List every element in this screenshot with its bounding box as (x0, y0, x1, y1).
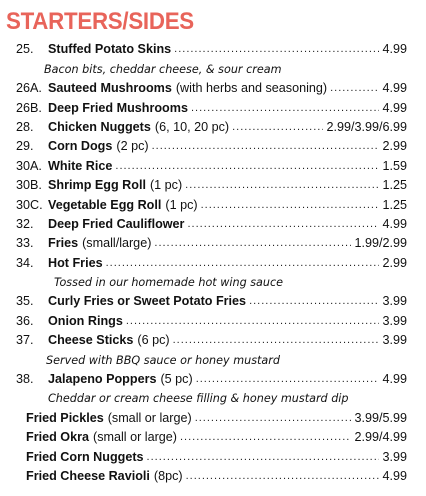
item-detail: (small or large) (107, 410, 192, 425)
menu-item (0, 193, 426, 212)
menu-item (0, 38, 426, 57)
menu-item (0, 309, 426, 328)
item-name: Fries (48, 236, 79, 251)
dot-leader (195, 411, 352, 426)
dot-leader (196, 372, 380, 387)
item-name: Deep Fried Cauliflower (48, 216, 185, 231)
item-detail: (2 pc) (116, 139, 149, 154)
item-price: 4.99 (382, 42, 407, 57)
item-name: Sauteed Mushrooms (48, 81, 172, 96)
dot-leader (201, 198, 380, 213)
item-detail: (6 pc) (137, 333, 170, 348)
item-price: 4.99 (382, 468, 407, 483)
item-name: White Rice (48, 158, 113, 173)
dot-leader (180, 430, 351, 445)
item-price: 1.25 (382, 197, 407, 212)
menu-item (0, 232, 426, 251)
dot-leader (186, 469, 380, 484)
item-number: 36. (16, 313, 34, 328)
item-number: 30A. (16, 158, 42, 173)
item-description: Bacon bits, cheddar cheese, & sour cream (44, 62, 282, 76)
item-name: Vegetable Egg Roll (48, 197, 162, 212)
item-detail: (with herbs and seasoning) (175, 81, 328, 96)
item-price: 1.59 (382, 158, 407, 173)
item-number: 37. (16, 333, 34, 348)
item-detail: (8pc) (153, 468, 183, 483)
item-price: 2.99/3.99/6.99 (326, 119, 407, 134)
section-title: STARTERS/SIDES (6, 8, 194, 35)
menu-item (0, 368, 426, 387)
menu-item (0, 290, 426, 309)
item-detail: (small or large) (93, 430, 177, 445)
dot-leader (185, 178, 379, 193)
item-name: Corn Dogs (48, 139, 113, 154)
menu-item (0, 154, 426, 173)
menu-item (0, 116, 426, 135)
item-description: Cheddar or cream cheese filling & honey mustard dip (48, 392, 349, 406)
item-name: Fried Okra (26, 430, 89, 445)
menu-item (0, 465, 426, 484)
dot-leader (232, 120, 323, 135)
item-name: Deep Fried Mushrooms (48, 100, 188, 115)
dot-leader (174, 42, 379, 57)
dot-leader (154, 236, 351, 251)
item-price: 3.99 (382, 313, 407, 328)
item-number: 30C. (16, 197, 43, 212)
item-number: 32. (16, 216, 34, 231)
item-number: 28. (16, 119, 34, 134)
item-number: 30B. (16, 178, 42, 193)
dot-leader (249, 294, 379, 309)
item-detail: (small/large) (82, 236, 152, 251)
item-name: Onion Rings (48, 313, 123, 328)
item-detail: (1 pc) (165, 197, 198, 212)
item-detail: (1 pc) (149, 178, 183, 193)
dot-leader (147, 450, 380, 465)
menu-item (0, 406, 426, 425)
dot-leader (330, 81, 379, 96)
dot-leader (187, 217, 379, 232)
item-price: 4.99 (382, 100, 407, 115)
item-number: 26A. (16, 81, 42, 96)
item-price: 3.99 (382, 333, 407, 348)
item-number: 34. (16, 255, 34, 270)
item-price: 4.99 (382, 81, 407, 96)
menu-item (0, 135, 426, 154)
item-name: Cheese Sticks (48, 333, 134, 348)
menu-item (0, 174, 426, 193)
item-price: 4.99 (382, 216, 407, 231)
item-name: Fried Corn Nuggets (26, 449, 144, 464)
item-name: Hot Fries (48, 255, 103, 270)
item-price: 3.99 (382, 449, 407, 464)
menu-item (0, 251, 426, 270)
item-number: 35. (16, 294, 34, 309)
item-description: Tossed in our homemade hot wing sauce (54, 276, 284, 290)
item-name: Fried Pickles (26, 410, 104, 425)
dot-leader (106, 256, 380, 271)
item-price: 2.99 (382, 139, 407, 154)
dot-leader (173, 333, 380, 348)
item-name: Stuffed Potato Skins (48, 42, 172, 57)
item-name: Jalapeno Poppers (48, 372, 157, 387)
menu-item (0, 213, 426, 232)
item-price: 3.99/5.99 (354, 410, 407, 425)
dot-leader (191, 101, 380, 116)
item-price: 1.25 (382, 178, 407, 193)
item-number: 29. (16, 139, 34, 154)
dot-leader (115, 159, 379, 174)
dot-leader (126, 314, 380, 329)
item-price: 4.99 (382, 372, 407, 387)
item-price: 1.99/2.99 (354, 236, 407, 251)
menu-item (0, 445, 426, 464)
item-price: 3.99 (382, 294, 407, 309)
item-detail: (6, 10, 20 pc) (154, 119, 230, 134)
item-name: Chicken Nuggets (48, 119, 151, 134)
item-number: 33. (16, 236, 34, 251)
item-description: Served with BBQ sauce or honey mustard (46, 353, 280, 367)
item-name: Shrimp Egg Roll (48, 178, 146, 193)
item-number: 38. (16, 372, 34, 387)
menu-item (0, 77, 426, 96)
menu-list (0, 38, 426, 484)
item-price: 2.99/4.99 (354, 430, 407, 445)
item-name: Fried Cheese Ravioli (26, 468, 150, 483)
menu-item (0, 329, 426, 348)
item-number: 25. (16, 42, 34, 57)
item-detail: (5 pc) (160, 372, 193, 387)
item-price: 2.99 (382, 255, 407, 270)
menu-item (0, 96, 426, 115)
item-name: Curly Fries or Sweet Potato Fries (48, 294, 247, 309)
dot-leader (152, 139, 380, 154)
menu-item (0, 426, 426, 445)
item-number: 26B. (16, 100, 42, 115)
